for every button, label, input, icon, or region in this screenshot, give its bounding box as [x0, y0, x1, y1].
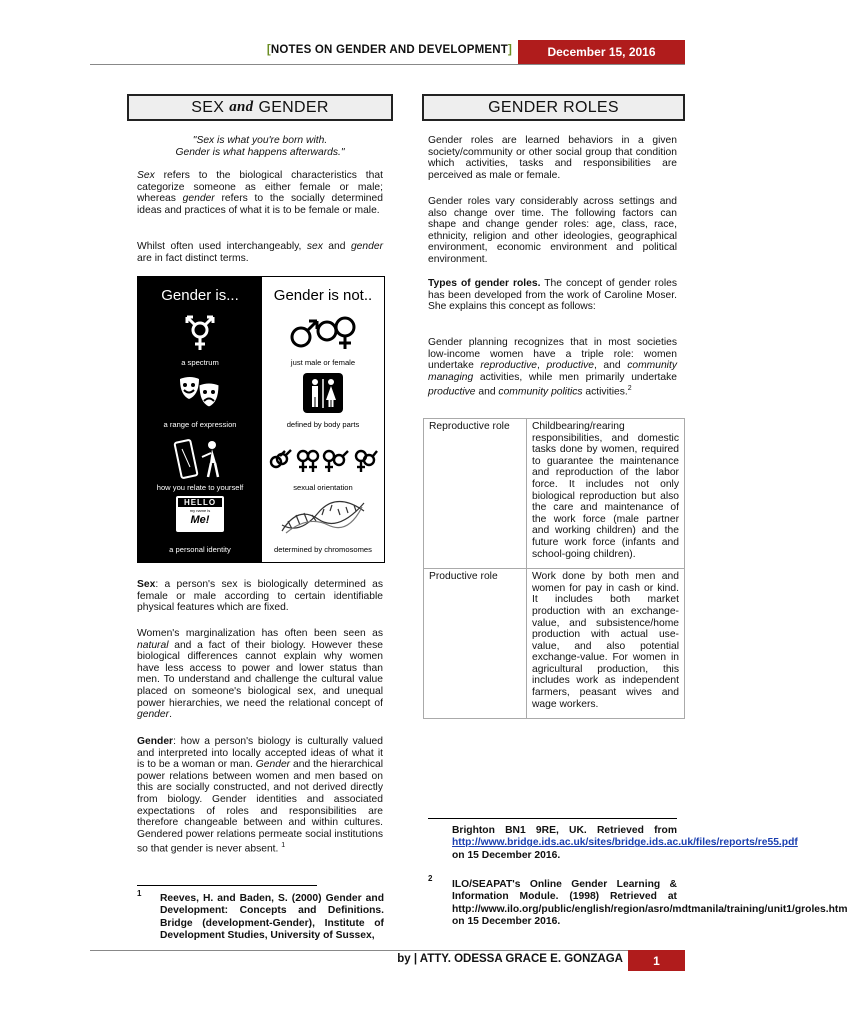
text: and the hierarchical power relations between women and men based on this are socially constructed, and not derived directly from biology. Gender identities and associated expectations of roles and responsibilities are therefore changeable between and within cultures. Gendered power relations permeate social institutions so that gender is never absent. [137, 759, 383, 855]
footnote-ref-2: 2 [627, 385, 632, 393]
section-heading-sex-and-gender [127, 94, 393, 121]
gender-roles-table [423, 418, 685, 719]
infographic-left-title: Gender is... [161, 287, 239, 304]
footer-author: by | ATTY. ODESSA GRACE E. GONZAGA [397, 953, 623, 965]
header-title-text: NOTES ON GENDER AND DEVELOPMENT [270, 44, 508, 56]
term: community politics [498, 386, 583, 398]
text: : how a person's biology is culturally valued and interpreted into locally accepted ideas of what it is to be a woman or man. [137, 736, 383, 771]
footnote-ref-1: 1 [281, 842, 286, 850]
text: are in fact distinct terms. [137, 252, 249, 264]
paragraph-sex-biological [137, 579, 383, 614]
term: productive [428, 386, 476, 398]
orientation-symbols-icon [267, 444, 379, 476]
infographic-gender-is-not-panel [262, 277, 384, 562]
bracket-open: [ [266, 44, 271, 56]
name-tag-hello: HELLO [178, 498, 222, 507]
male-female-symbols-icon [287, 313, 359, 353]
term: community managing [428, 360, 677, 383]
text: activities. [582, 386, 628, 398]
term: productive [546, 360, 594, 372]
table-cell-role: Productive role [424, 569, 527, 719]
term-sex: sex [306, 241, 323, 252]
text: Brighton BN1 9RE, UK. Retrieved from [452, 825, 677, 836]
restroom-sign-icon [303, 373, 343, 413]
text: on 15 December 2016. [452, 849, 561, 861]
text: The concept of gender roles has been developed from the work of Caroline Moser. She explains this concept as follows: [428, 278, 677, 313]
term: reproductive [480, 360, 538, 372]
table-cell-description: Childbearing/rearing responsibilities, and domestic tasks done by women, required to guarantee the maintenance and reproduction of the labor force. It includes not only biological reproduction but also the care and maintenance of the work force (male partner and working children) and the future work force (infants and school-going children). [527, 419, 685, 569]
text: : a person's sex is biologically determined as female or male according to certain identifiable physical features which are fixed. [137, 579, 383, 614]
paragraph-marginalization [137, 628, 383, 721]
mirror-figure-icon [172, 437, 228, 481]
term-gender: gender [350, 241, 383, 252]
paragraph-types-of-roles [428, 278, 677, 313]
text: and [322, 241, 351, 252]
infographic-label: determined by chromosomes [274, 545, 372, 554]
footer-rule [90, 950, 685, 951]
text: and a fact of their biology. However these biological differences cannot explain why women have less access to power and lower status than men. To understand and challenge the cultural value placed on someone's biological sex, and unequal power hierarchies, we need the relational concept of [137, 639, 383, 709]
bridge-report-link[interactable]: http://www.bridge.ids.ac.uk/sites/bridge.ids.ac.uk/files/reports/re55.pdf [452, 837, 798, 849]
restroom-figures [303, 373, 343, 413]
name-tag-icon [176, 496, 224, 532]
footnote-rule-left [137, 885, 317, 886]
gender-infographic [137, 276, 385, 563]
term-gender: gender [182, 193, 215, 205]
footnote-rule-right [428, 818, 677, 819]
heading-sex: SEX [191, 98, 225, 116]
footnote-number-2: 2 [428, 874, 433, 883]
opening-quote [137, 135, 383, 159]
bracket-close: ] [507, 44, 512, 56]
header-date-badge: December 15, 2016 [518, 40, 685, 64]
running-header-title [200, 44, 512, 56]
text: Women's marginalization has often been seen as [137, 628, 383, 639]
infographic-label: a spectrum [181, 358, 219, 367]
text: refers to the socially determined ideas and practices of what it is to be female or male. [137, 193, 383, 216]
quote-line-1: "Sex is what you're born with. [192, 135, 328, 146]
infographic-right-title: Gender is not.. [273, 287, 373, 304]
infographic-label: a range of expression [163, 420, 237, 429]
table-cell-description: Work done by both men and women for pay in cash or kind. It includes both market production with an exchange-value, and subsistence/home production with actual use-value, and also potential exchange-value. For women in agricultural production, this includes work as independent farmers, peasant wives and wage workers. [527, 569, 685, 719]
text: . [169, 709, 172, 721]
term-gender: gender [137, 709, 170, 721]
paragraph-sex-definition [137, 170, 383, 216]
text: , and [594, 360, 628, 372]
footnote-2: ILO/SEAPAT's Online Gender Learning & Information Module. (1998) Retrieved at http://www.ilo.org/public/english/region/asro/mdtmanila/training/unit1/groles.htm on 15 December 2016. [452, 879, 848, 928]
text: Whilst often used interchangeably, [137, 241, 307, 252]
footnote-1-continued [452, 825, 798, 862]
text: activities, while men primarily undertake [473, 371, 677, 383]
text: Gender planning recognizes that in most societies low-income women have a triple role: women undertake [428, 337, 677, 372]
paragraph-gender-roles-vary: Gender roles vary considerably across settings and also change over time. The following factors can shape and change gender roles: age, class, race, ethnicity, religion and other ideologies, geographical environment, economic environment and political environment. [428, 196, 677, 265]
term-sex-bold: Sex [137, 579, 156, 590]
types-label: Types of gender roles. [428, 278, 541, 289]
page-number-badge: 1 [628, 950, 685, 971]
heading-and: and [229, 99, 254, 115]
text: and [475, 386, 499, 398]
transgender-symbol-icon [183, 313, 217, 353]
footnote-1: Reeves, H. and Baden, S. (2000) Gender and Development: Concepts and Definitions. Bridge (development-Gender), Institute of Development Studies, University of Sussex, [160, 893, 384, 942]
table-row [424, 569, 685, 719]
table-row [424, 419, 685, 569]
term-natural: natural [137, 639, 169, 651]
name-tag-subtitle: my name is [189, 508, 211, 513]
infographic-label: sexual orientation [293, 483, 353, 492]
heading-gender: GENDER [258, 98, 329, 116]
infographic-label: just male or female [290, 358, 356, 367]
term-gender: Gender [255, 759, 291, 771]
name-tag-name: Me! [190, 514, 210, 526]
paragraph-gender-definition [137, 736, 383, 855]
paragraph-whilst [137, 241, 383, 264]
term-sex: Sex [137, 170, 155, 181]
quote-line-2: Gender is what happens afterwards." [175, 147, 345, 158]
infographic-label: a personal identity [169, 545, 231, 554]
header-rule [90, 64, 685, 65]
chromosome-icon [278, 495, 368, 539]
footnote-number-1: 1 [137, 889, 142, 898]
section-heading-gender-roles: GENDER ROLES [422, 94, 685, 121]
table-cell-role: Reproductive role [424, 419, 527, 569]
infographic-gender-is-panel [138, 277, 262, 562]
term-gender-bold: Gender [137, 736, 174, 747]
text: refers to the biological characteristics that categorize someone as either female or male; whereas [137, 170, 383, 205]
infographic-label: defined by body parts [286, 420, 360, 429]
infographic-label: how you relate to yourself [156, 483, 244, 492]
paragraph-gender-planning [428, 337, 677, 398]
paragraph-gender-roles-definition: Gender roles are learned behaviors in a given society/community or other social group that condition which activities, tasks and responsibilities are perceived as male or female. [428, 135, 677, 181]
theater-masks-icon [177, 375, 223, 411]
text: , [537, 360, 547, 372]
